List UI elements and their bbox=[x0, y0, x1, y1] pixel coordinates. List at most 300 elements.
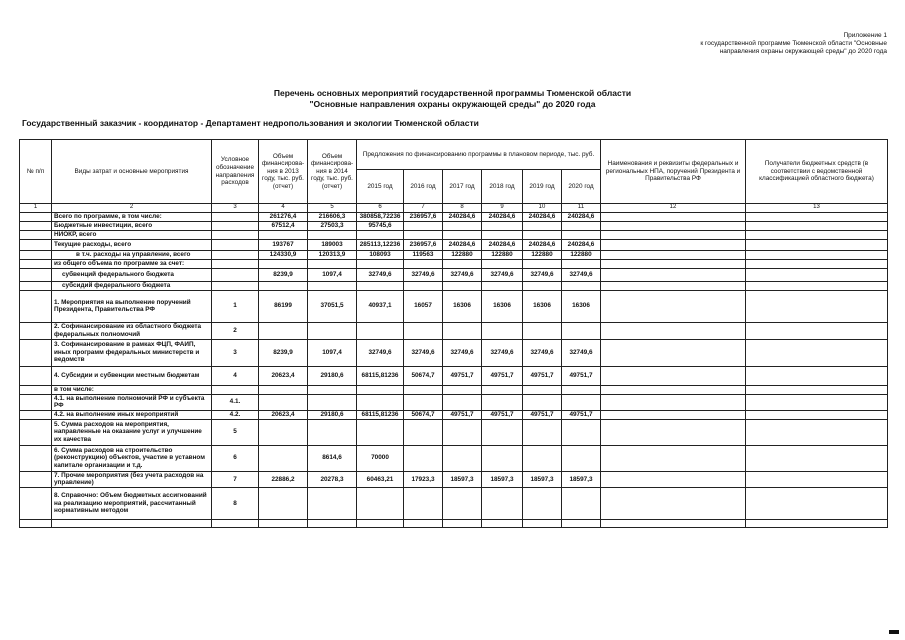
row-value-cell: 240284,6 bbox=[443, 212, 482, 221]
row-value-cell bbox=[259, 445, 308, 471]
appendix-line-1: Приложение 1 bbox=[843, 32, 887, 39]
row-code-cell: 4.1. bbox=[212, 394, 259, 410]
row-docs-cell bbox=[601, 268, 746, 281]
row-docs-cell bbox=[601, 419, 746, 445]
row-value-cell bbox=[443, 445, 482, 471]
column-number: 12 bbox=[601, 204, 746, 213]
row-value-cell: 193767 bbox=[259, 239, 308, 250]
header-docs: Наименования и реквизиты федеральных и региональных НПА, поручений Президента и Правительства РФ bbox=[601, 140, 746, 204]
row-value-cell bbox=[482, 259, 523, 268]
row-name-cell: субвенций федерального бюджета bbox=[52, 268, 212, 281]
row-value-cell bbox=[308, 487, 357, 519]
row-value-cell: 29180,6 bbox=[308, 366, 357, 385]
row-code-cell bbox=[212, 385, 259, 394]
row-value-cell bbox=[523, 230, 562, 239]
column-number: 3 bbox=[212, 204, 259, 213]
row-value-cell: 40937,1 bbox=[357, 290, 404, 322]
empty-cell bbox=[259, 519, 308, 527]
row-value-cell: 120313,9 bbox=[308, 250, 357, 259]
row-docs-cell bbox=[601, 221, 746, 230]
row-value-cell: 240284,6 bbox=[523, 212, 562, 221]
table-row bbox=[20, 230, 888, 239]
table-row bbox=[20, 366, 888, 385]
row-recipients-cell bbox=[746, 410, 888, 419]
row-value-cell: 67512,4 bbox=[259, 221, 308, 230]
row-value-cell: 49751,7 bbox=[482, 410, 523, 419]
row-value-cell: 49751,7 bbox=[523, 410, 562, 419]
row-recipients-cell bbox=[746, 445, 888, 471]
document-title-line-2: "Основные направления охраны окружающей среды" до 2020 года bbox=[309, 99, 596, 109]
row-name-cell: 5. Сумма расходов на мероприятия, направленные на оказание услуг и улучшение их качества bbox=[52, 419, 212, 445]
row-value-cell: 16057 bbox=[404, 290, 443, 322]
row-name-cell: НИОКР, всего bbox=[52, 230, 212, 239]
row-name-cell: 4.2. на выполнение иных мероприятий bbox=[52, 410, 212, 419]
row-value-cell bbox=[357, 419, 404, 445]
row-value-cell bbox=[308, 230, 357, 239]
row-name-cell: из общего объема по программе за счет: bbox=[52, 259, 212, 268]
row-name-cell: 1. Мероприятия на выполнение поручений Президента, Правительства РФ bbox=[52, 290, 212, 322]
row-value-cell bbox=[482, 487, 523, 519]
header-year: 2016 год bbox=[404, 170, 443, 204]
row-docs-cell bbox=[601, 445, 746, 471]
row-value-cell: 240284,6 bbox=[562, 239, 601, 250]
row-value-cell bbox=[308, 322, 357, 339]
row-code-cell: 2 bbox=[212, 322, 259, 339]
row-value-cell bbox=[523, 394, 562, 410]
row-docs-cell bbox=[601, 339, 746, 366]
appendix-note bbox=[667, 32, 887, 56]
row-number-cell bbox=[20, 419, 52, 445]
row-number-cell bbox=[20, 212, 52, 221]
row-value-cell: 32749,6 bbox=[443, 339, 482, 366]
row-value-cell: 285113,12236 bbox=[357, 239, 404, 250]
row-recipients-cell bbox=[746, 394, 888, 410]
row-value-cell bbox=[404, 322, 443, 339]
row-recipients-cell bbox=[746, 239, 888, 250]
row-value-cell: 29180,6 bbox=[308, 410, 357, 419]
row-value-cell: 216606,3 bbox=[308, 212, 357, 221]
row-value-cell: 50674,7 bbox=[404, 410, 443, 419]
row-docs-cell bbox=[601, 239, 746, 250]
row-recipients-cell bbox=[746, 250, 888, 259]
header-year: 2018 год bbox=[482, 170, 523, 204]
table-row bbox=[20, 445, 888, 471]
table-row bbox=[20, 471, 888, 487]
row-number-cell bbox=[20, 250, 52, 259]
row-code-cell bbox=[212, 281, 259, 290]
row-value-cell bbox=[404, 281, 443, 290]
row-value-cell: 236957,6 bbox=[404, 239, 443, 250]
row-value-cell bbox=[404, 419, 443, 445]
row-docs-cell bbox=[601, 281, 746, 290]
row-docs-cell bbox=[601, 410, 746, 419]
header-num: № п/п bbox=[20, 140, 52, 204]
row-value-cell: 37051,5 bbox=[308, 290, 357, 322]
row-recipients-cell bbox=[746, 322, 888, 339]
row-value-cell: 18597,3 bbox=[443, 471, 482, 487]
row-value-cell: 27503,3 bbox=[308, 221, 357, 230]
row-docs-cell bbox=[601, 250, 746, 259]
empty-cell bbox=[52, 519, 212, 527]
row-value-cell: 16306 bbox=[482, 290, 523, 322]
row-value-cell: 32749,6 bbox=[562, 268, 601, 281]
row-number-cell bbox=[20, 445, 52, 471]
row-value-cell bbox=[562, 394, 601, 410]
row-value-cell: 8614,6 bbox=[308, 445, 357, 471]
row-value-cell: 49751,7 bbox=[443, 366, 482, 385]
row-name-cell: 2. Софинансирование из областного бюджета федеральных полномочий bbox=[52, 322, 212, 339]
row-value-cell: 8239,9 bbox=[259, 339, 308, 366]
empty-cell bbox=[212, 519, 259, 527]
header-year: 2017 год bbox=[443, 170, 482, 204]
row-value-cell: 240284,6 bbox=[443, 239, 482, 250]
row-value-cell bbox=[443, 259, 482, 268]
row-value-cell: 49751,7 bbox=[443, 410, 482, 419]
row-number-cell bbox=[20, 394, 52, 410]
activities-table bbox=[19, 139, 888, 528]
row-recipients-cell bbox=[746, 281, 888, 290]
empty-cell bbox=[562, 519, 601, 527]
row-value-cell: 68115,81236 bbox=[357, 410, 404, 419]
column-number: 10 bbox=[523, 204, 562, 213]
table-row bbox=[20, 259, 888, 268]
row-value-cell: 86199 bbox=[259, 290, 308, 322]
row-number-cell bbox=[20, 281, 52, 290]
row-value-cell bbox=[562, 259, 601, 268]
row-value-cell bbox=[482, 281, 523, 290]
empty-cell bbox=[443, 519, 482, 527]
row-value-cell bbox=[443, 322, 482, 339]
table-row bbox=[20, 268, 888, 281]
header-year: 2020 год bbox=[562, 170, 601, 204]
column-number: 8 bbox=[443, 204, 482, 213]
row-value-cell: 49751,7 bbox=[562, 366, 601, 385]
empty-cell bbox=[482, 519, 523, 527]
row-value-cell bbox=[523, 322, 562, 339]
column-number: 11 bbox=[562, 204, 601, 213]
row-name-cell: субсидий федерального бюджета bbox=[52, 281, 212, 290]
row-docs-cell bbox=[601, 230, 746, 239]
row-value-cell: 32749,6 bbox=[523, 339, 562, 366]
row-value-cell bbox=[404, 385, 443, 394]
row-value-cell: 32749,6 bbox=[357, 339, 404, 366]
row-value-cell bbox=[443, 221, 482, 230]
row-name-cell: 8. Справочно: Объем бюджетных ассигнований на реализацию мероприятий, рассчитанный нормативным методом bbox=[52, 487, 212, 519]
header-row-1 bbox=[20, 140, 888, 170]
row-name-cell: Всего по программе, в том числе: bbox=[52, 212, 212, 221]
row-name-cell: 7. Прочие мероприятия (без учета расходов на управление) bbox=[52, 471, 212, 487]
row-value-cell: 8239,9 bbox=[259, 268, 308, 281]
row-value-cell: 240284,6 bbox=[562, 212, 601, 221]
row-value-cell bbox=[523, 281, 562, 290]
row-value-cell bbox=[562, 487, 601, 519]
row-value-cell: 49751,7 bbox=[523, 366, 562, 385]
row-value-cell: 380858,72236 bbox=[357, 212, 404, 221]
row-name-cell: Текущие расходы, всего bbox=[52, 239, 212, 250]
row-number-cell bbox=[20, 290, 52, 322]
empty-cell bbox=[601, 519, 746, 527]
row-name-cell: в т.ч. расходы на управление, всего bbox=[52, 250, 212, 259]
row-number-cell bbox=[20, 221, 52, 230]
row-value-cell bbox=[404, 230, 443, 239]
empty-cell bbox=[746, 519, 888, 527]
row-value-cell bbox=[562, 230, 601, 239]
row-value-cell bbox=[259, 281, 308, 290]
row-name-cell: в том числе: bbox=[52, 385, 212, 394]
column-number: 6 bbox=[357, 204, 404, 213]
row-value-cell bbox=[259, 487, 308, 519]
row-value-cell bbox=[357, 394, 404, 410]
row-value-cell bbox=[523, 487, 562, 519]
row-value-cell: 32749,6 bbox=[404, 339, 443, 366]
row-code-cell: 3 bbox=[212, 339, 259, 366]
row-value-cell bbox=[562, 445, 601, 471]
row-value-cell: 236957,6 bbox=[404, 212, 443, 221]
row-value-cell: 1097,4 bbox=[308, 268, 357, 281]
table-row bbox=[20, 487, 888, 519]
row-value-cell: 1097,4 bbox=[308, 339, 357, 366]
row-value-cell: 20623,4 bbox=[259, 410, 308, 419]
row-value-cell bbox=[308, 385, 357, 394]
row-value-cell: 68115,81236 bbox=[357, 366, 404, 385]
row-recipients-cell bbox=[746, 268, 888, 281]
row-value-cell bbox=[482, 385, 523, 394]
row-value-cell bbox=[357, 281, 404, 290]
row-value-cell: 108093 bbox=[357, 250, 404, 259]
row-number-cell bbox=[20, 322, 52, 339]
row-value-cell: 122880 bbox=[562, 250, 601, 259]
row-value-cell: 95745,6 bbox=[357, 221, 404, 230]
row-number-cell bbox=[20, 339, 52, 366]
column-number: 4 bbox=[259, 204, 308, 213]
row-recipients-cell bbox=[746, 290, 888, 322]
row-code-cell: 5 bbox=[212, 419, 259, 445]
row-code-cell: 6 bbox=[212, 445, 259, 471]
row-code-cell bbox=[212, 250, 259, 259]
row-value-cell: 20623,4 bbox=[259, 366, 308, 385]
row-value-cell: 32749,6 bbox=[443, 268, 482, 281]
customer-line: Государственный заказчик - координатор - Департамент недропользования и экологии Тюменской области bbox=[22, 118, 479, 128]
row-value-cell bbox=[308, 259, 357, 268]
row-number-cell bbox=[20, 239, 52, 250]
row-value-cell: 20278,3 bbox=[308, 471, 357, 487]
row-value-cell bbox=[523, 385, 562, 394]
empty-cell bbox=[20, 519, 52, 527]
row-value-cell: 124330,9 bbox=[259, 250, 308, 259]
empty-cell bbox=[357, 519, 404, 527]
row-value-cell: 17923,3 bbox=[404, 471, 443, 487]
row-value-cell bbox=[357, 230, 404, 239]
row-value-cell bbox=[482, 230, 523, 239]
row-recipients-cell bbox=[746, 366, 888, 385]
row-code-cell bbox=[212, 230, 259, 239]
row-docs-cell bbox=[601, 385, 746, 394]
row-recipients-cell bbox=[746, 385, 888, 394]
row-number-cell bbox=[20, 487, 52, 519]
row-value-cell bbox=[523, 221, 562, 230]
row-value-cell bbox=[308, 281, 357, 290]
row-value-cell bbox=[357, 385, 404, 394]
row-recipients-cell bbox=[746, 471, 888, 487]
row-value-cell bbox=[259, 259, 308, 268]
row-value-cell: 16306 bbox=[562, 290, 601, 322]
row-recipients-cell bbox=[746, 339, 888, 366]
header-kind: Виды затрат и основные мероприятия bbox=[52, 140, 212, 204]
row-value-cell: 261276,4 bbox=[259, 212, 308, 221]
row-name-cell: 3. Софинансирование в рамках ФЦП, ФАИП, иных программ федеральных министерств и ведомств bbox=[52, 339, 212, 366]
row-value-cell: 122880 bbox=[482, 250, 523, 259]
row-code-cell: 7 bbox=[212, 471, 259, 487]
row-code-cell bbox=[212, 212, 259, 221]
header-plan: Предложения по финансированию программы в плановом периоде, тыс. руб. bbox=[357, 140, 601, 170]
appendix-line-2: к государственной программе Тюменской области "Основные bbox=[700, 40, 887, 47]
table-row bbox=[20, 385, 888, 394]
row-value-cell bbox=[308, 419, 357, 445]
row-value-cell bbox=[562, 385, 601, 394]
column-number: 9 bbox=[482, 204, 523, 213]
row-value-cell: 50674,7 bbox=[404, 366, 443, 385]
row-number-cell bbox=[20, 471, 52, 487]
table-row bbox=[20, 250, 888, 259]
row-value-cell bbox=[482, 394, 523, 410]
row-value-cell: 18597,3 bbox=[562, 471, 601, 487]
row-name-cell: 6. Сумма расходов на строительство (реконструкцию) объектов, участие в уставном капитале организации и т.д. bbox=[52, 445, 212, 471]
row-value-cell: 32749,6 bbox=[482, 268, 523, 281]
row-value-cell: 18597,3 bbox=[523, 471, 562, 487]
row-code-cell bbox=[212, 268, 259, 281]
row-name-cell: 4.1. на выполнение полномочий РФ и субъекта РФ bbox=[52, 394, 212, 410]
row-value-cell bbox=[482, 322, 523, 339]
row-value-cell bbox=[482, 221, 523, 230]
header-recipients: Получатели бюджетных средств (в соответствии с ведомственной классификацией областного бюджета) bbox=[746, 140, 888, 204]
row-recipients-cell bbox=[746, 259, 888, 268]
row-value-cell: 122880 bbox=[443, 250, 482, 259]
row-code-cell bbox=[212, 221, 259, 230]
row-recipients-cell bbox=[746, 221, 888, 230]
row-value-cell bbox=[562, 221, 601, 230]
row-value-cell bbox=[523, 445, 562, 471]
row-docs-cell bbox=[601, 366, 746, 385]
row-docs-cell bbox=[601, 259, 746, 268]
row-value-cell bbox=[404, 487, 443, 519]
empty-cell bbox=[523, 519, 562, 527]
row-value-cell bbox=[523, 259, 562, 268]
row-value-cell bbox=[523, 419, 562, 445]
row-code-cell bbox=[212, 259, 259, 268]
table-row bbox=[20, 212, 888, 221]
row-value-cell bbox=[259, 394, 308, 410]
row-value-cell bbox=[562, 322, 601, 339]
column-numbers-row bbox=[20, 204, 888, 213]
row-code-cell: 1 bbox=[212, 290, 259, 322]
row-value-cell: 32749,6 bbox=[482, 339, 523, 366]
row-value-cell: 32749,6 bbox=[562, 339, 601, 366]
row-value-cell bbox=[259, 419, 308, 445]
row-value-cell bbox=[443, 385, 482, 394]
header-year: 2015 год bbox=[357, 170, 404, 204]
row-value-cell bbox=[259, 230, 308, 239]
row-docs-cell bbox=[601, 394, 746, 410]
row-value-cell bbox=[259, 322, 308, 339]
row-value-cell bbox=[357, 322, 404, 339]
row-value-cell: 240284,6 bbox=[523, 239, 562, 250]
row-value-cell bbox=[357, 487, 404, 519]
empty-cell bbox=[308, 519, 357, 527]
row-value-cell bbox=[404, 221, 443, 230]
table-row bbox=[20, 290, 888, 322]
row-value-cell bbox=[562, 281, 601, 290]
row-value-cell: 18597,3 bbox=[482, 471, 523, 487]
row-code-cell: 4 bbox=[212, 366, 259, 385]
row-value-cell bbox=[443, 281, 482, 290]
row-value-cell: 16306 bbox=[443, 290, 482, 322]
row-value-cell bbox=[404, 445, 443, 471]
row-value-cell: 22886,2 bbox=[259, 471, 308, 487]
table-row bbox=[20, 239, 888, 250]
table-row bbox=[20, 221, 888, 230]
row-code-cell: 8 bbox=[212, 487, 259, 519]
row-value-cell bbox=[308, 394, 357, 410]
header-2014: Объем финансирова-ния в 2014 году, тыс. руб. (отчет) bbox=[308, 140, 357, 204]
column-number: 1 bbox=[20, 204, 52, 213]
row-value-cell bbox=[482, 445, 523, 471]
row-value-cell bbox=[443, 487, 482, 519]
header-year: 2019 год bbox=[523, 170, 562, 204]
row-value-cell: 122880 bbox=[523, 250, 562, 259]
row-value-cell: 60463,21 bbox=[357, 471, 404, 487]
row-recipients-cell bbox=[746, 212, 888, 221]
row-value-cell bbox=[482, 419, 523, 445]
table-row bbox=[20, 419, 888, 445]
row-value-cell: 32749,6 bbox=[404, 268, 443, 281]
row-value-cell: 189003 bbox=[308, 239, 357, 250]
header-code: Условное обозначение направления расходов bbox=[212, 140, 259, 204]
row-value-cell: 49751,7 bbox=[482, 366, 523, 385]
table-row bbox=[20, 519, 888, 527]
row-value-cell bbox=[259, 385, 308, 394]
row-value-cell bbox=[443, 230, 482, 239]
row-value-cell: 49751,7 bbox=[562, 410, 601, 419]
row-value-cell: 16306 bbox=[523, 290, 562, 322]
column-number: 7 bbox=[404, 204, 443, 213]
row-value-cell: 240284,6 bbox=[482, 212, 523, 221]
row-value-cell: 70000 bbox=[357, 445, 404, 471]
row-docs-cell bbox=[601, 471, 746, 487]
row-number-cell bbox=[20, 385, 52, 394]
row-value-cell bbox=[443, 419, 482, 445]
row-value-cell bbox=[404, 394, 443, 410]
row-value-cell bbox=[357, 259, 404, 268]
row-number-cell bbox=[20, 366, 52, 385]
column-number: 13 bbox=[746, 204, 888, 213]
column-number: 5 bbox=[308, 204, 357, 213]
row-code-cell: 4.2. bbox=[212, 410, 259, 419]
row-code-cell bbox=[212, 239, 259, 250]
row-value-cell bbox=[562, 419, 601, 445]
row-docs-cell bbox=[601, 322, 746, 339]
row-name-cell: 4. Субсидии и субвенции местным бюджетам bbox=[52, 366, 212, 385]
row-number-cell bbox=[20, 230, 52, 239]
row-number-cell bbox=[20, 259, 52, 268]
scan-mark bbox=[889, 630, 899, 634]
empty-cell bbox=[404, 519, 443, 527]
row-value-cell: 32749,6 bbox=[357, 268, 404, 281]
row-recipients-cell bbox=[746, 230, 888, 239]
row-value-cell: 119563 bbox=[404, 250, 443, 259]
header-2013: Объем финансирова-ния в 2013 году, тыс. руб. (отчет) bbox=[259, 140, 308, 204]
row-name-cell: Бюджетные инвестиции, всего bbox=[52, 221, 212, 230]
row-number-cell bbox=[20, 268, 52, 281]
